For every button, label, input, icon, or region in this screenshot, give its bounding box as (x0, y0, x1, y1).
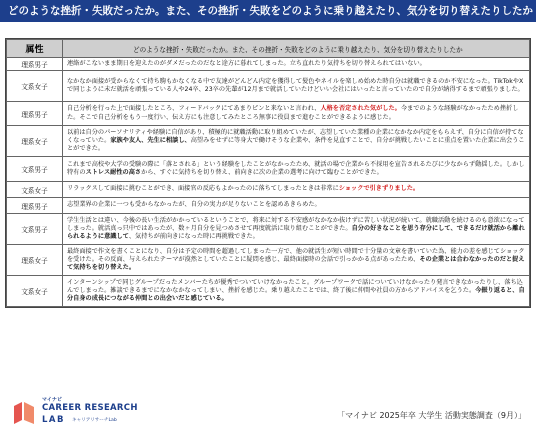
row-attribute: 文系男子 (7, 157, 63, 182)
highlighted-text: ショックで引きずりました。 (338, 185, 420, 193)
row-comment (63, 182, 530, 198)
row-comment (63, 157, 530, 182)
comment-text: リラックスして面接に挑むことができ、面接官の反応もよかったのに落ちてしまったときは非常に (67, 185, 339, 193)
row-comment (63, 58, 530, 71)
source-citation: 「マイナビ 2025年卒 大学生 活動実態調査（9月）」 (337, 411, 526, 420)
bold-text: ストレス耐性の高さ (85, 169, 142, 176)
table-row (7, 198, 530, 214)
table-row (7, 58, 530, 71)
logo-lab-text: LAB (42, 415, 65, 425)
comment-text: インターンシップで同じグループだったメンバーたちが優秀でついていけなかったこと。グループワークで話についていけなかったり発言できなかったりし、落ち込んでしまった。雑談できるまでになかなかなってしまい、挫折を感じた。乗り越えたことでは、終了後に仲間や社員の方からアドバイスを乞うた。 (67, 278, 523, 294)
bold-text: その企業とは合わなかったのだと捉えて気持ちを切り替えた。 (67, 255, 525, 272)
row-attribute: 理系男子 (7, 58, 63, 71)
row-comment (63, 276, 530, 307)
logo-mark-icon (10, 398, 38, 428)
career-research-lab-logo (10, 396, 150, 434)
comment-text: から、すぐに気持ちを切り替え、前向きに次の企業の選考に向けて臨むことができた。 (141, 169, 383, 176)
bold-text: 自分の好きなことを思う存分にして、できるだけ就活から離れられるように意識して (67, 224, 525, 241)
comment-text: 学生生活とは違い、今後の長い生活がかかっているということで、将来に対する不安感がなかなか抜けずに苦しい状況が続いて。就職活動を続けるのも意欲になってしまった。就活真っ只中ではあったが、数ヶ月自分を見つめさせて再度就活に取り組むことができた。 (67, 216, 525, 232)
comments-table-container (5, 38, 531, 308)
comment-text: 自己分析を行った上で面接したところ、フィードバックにてあまりピンと来ないと言われ、 (67, 105, 321, 113)
row-attribute: 理系女子 (7, 126, 63, 157)
table-row (7, 276, 530, 307)
row-attribute: 文系女子 (7, 182, 63, 198)
comment-text: 志望業界の企業に一つも受からなかったが、自分の実力が足りないことを認めあきらめた。 (67, 201, 321, 209)
row-attribute: 文系男子 (7, 214, 63, 245)
comment-text: 今までのような経験がなかったため挫折した。そこで自己分析をもう一度行い、伝え方にも注意してみたところ無事に役員まで進むことができるように感じた。 (67, 105, 519, 121)
row-comment (63, 102, 530, 126)
row-comment (63, 71, 530, 102)
bold-text: 今振り返ると、自分自身の成長につながる仲間との出会いだと感じている。 (67, 286, 525, 303)
row-attribute: 理系男子 (7, 102, 63, 126)
row-attribute: 理系女子 (7, 245, 63, 276)
comments-table (6, 39, 530, 307)
table-row (7, 126, 530, 157)
comment-text: 最終面接で作文を書くことになり、自分は予定の時間を超過してしまった一方で、他の就活生が短い時間で十分量の文章を書いていた為、能力の差を感じてショックを受けた。その反面、与えられたテーマが漠然としていたことに疑問を感じ、最終面接時の会話で引っかかる点があったため、 (67, 247, 525, 263)
bold-text: 家族や友人、先生に相談し、 (110, 136, 191, 144)
table-row (7, 245, 530, 276)
table-header-row (7, 40, 530, 58)
row-comment (63, 198, 530, 214)
table-body (7, 58, 530, 307)
header-attribute: 属性 (7, 40, 63, 58)
row-comment (63, 245, 530, 276)
comment-text: なかなか面接が受からなくて持ち駒もかなくなる中で友達がどんどん内定を獲得して髪色やネイルを楽しめ始めた時自分は就職できるのか不安になった。TikTokやXで同じように未だ就活を頑張っている人や24卒、23卒の先輩が12月まで就活していたけどいい会社にはいったと言っていたので自分が納得するまで頑張りました。 (67, 77, 524, 93)
comment-text: 連絡がこないまま期日を迎えたのがダメだったのだなと途方に暮れてしまった。立ち直れたり気持ちを切り替えられてはいない。 (67, 59, 426, 67)
logo-main-text: CAREER RESEARCH (42, 403, 138, 413)
row-comment (63, 126, 530, 157)
table-row (7, 182, 530, 198)
comment-text: 以前は自分のパーソナリティや経験に自信があり、積極的に就職活動に取り組めていたが、志望していた業種の企業になかなか内定をもらえず、自分に自信が持てなくなっていた。 (67, 128, 524, 144)
table-row (7, 157, 530, 182)
logo-sub-text: キャリアリサーチLab (72, 418, 117, 423)
logo-mynavi-text: マイナビ (42, 397, 62, 403)
comment-text: 、気持ちが前向きになった時に再挑戦できた。 (128, 233, 259, 241)
row-attribute: 文系女子 (7, 71, 63, 102)
row-comment (63, 214, 530, 245)
header-comment: どのような挫折・失敗だったか。また、その挫折・失敗をどのように乗り越えたり、気分を切り替えたりしたか (63, 40, 530, 58)
row-attribute: 理系男子 (7, 198, 63, 214)
comment-text: これまで高校や大学の受験の際に「落とされる」という経験をしたことがなかったため、就活の場で企業から不採用を宣告されるたびに少なからず動揺した。しかし特有の (67, 160, 525, 176)
table-row (7, 102, 530, 126)
page-banner-title: どのような挫折・失敗だったか。また、その挫折・失敗をどのように乗り越えたり、気分を切り替えたりしたか (0, 0, 536, 22)
comment-text: 高望みをせずに等身大で働けそうな企業や、条件を見直すことで、自分が挑戦したいことに重点を置いた企業に出会うことができた。 (67, 136, 525, 153)
highlighted-text: 人格を否定された気がした。 (320, 105, 401, 113)
table-row (7, 71, 530, 102)
table-row (7, 214, 530, 245)
row-attribute: 文系女子 (7, 276, 63, 307)
